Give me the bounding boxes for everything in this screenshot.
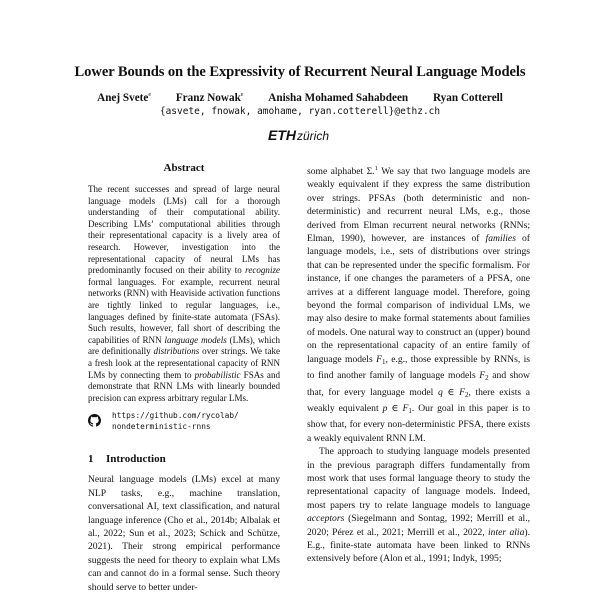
abstract-text-part: over strings. We take a fresh look at the representational capacity of RNN LMs by connecting them to [88, 346, 281, 380]
abstract-heading: Abstract [163, 162, 205, 174]
section-number: 1 [88, 453, 94, 466]
github-icon [88, 414, 101, 427]
abstract-emphasis: language models [164, 334, 227, 345]
author [268, 92, 408, 104]
logo-light-text: zürich [297, 129, 330, 143]
abstract-emphasis: distributions [153, 346, 200, 357]
math-subscript: 2 [485, 374, 489, 383]
math-subscript: 2 [464, 390, 469, 399]
abstract-text-part: formal languages. For example, recurrent neural networks (RNN) with Heaviside activation functions are tightly linked to regular languages, i.e., languages defined by finite-state automata (FSAs). Such results, however, fall short of describing the capabilities of RNN [88, 276, 280, 345]
math-subscript: 1 [381, 357, 386, 366]
section-title: Introduction [106, 453, 166, 466]
section-heading-introduction [88, 453, 280, 465]
body-text-part: . Our goal in this paper is to show that, for every non-deterministic PFSA, there exists a weakly equivalent RNN LM. [307, 402, 531, 444]
math-family: F [402, 402, 409, 414]
math-variable: p [382, 402, 388, 414]
author-emails: {asvete, fnowak, amohame, ryan.cotterell}@ethz.ch [159, 106, 441, 117]
math-subscript: 1 [408, 406, 412, 415]
body-text-part: We say that two language models are weakly equivalent if they express the same distribution over strings. PFSAs (both deterministic and non-deterministic) and recurrent neural LMs, e.g., those derived from Elman recurrent neural networks (RNNs; Elman, 1990), however, are instances of [307, 166, 531, 245]
body-text-part: and show that, for every language model [307, 370, 530, 398]
math-family: F [459, 386, 465, 398]
author-mark: e [148, 92, 152, 98]
github-url[interactable] [112, 411, 239, 432]
abstract-text-part: The recent successes and spread of large neural language models (LMs) call for a thorough understanding of their computational ability. Describing LMs’ computational abilities through their representational capacity is a lively area of research. However, investigation into the representational capacity of neural LMs has predominantly focused on their ability to [88, 184, 280, 276]
author-list [0, 92, 600, 104]
body-emphasis: acceptors [307, 513, 345, 525]
body-emphasis: inter alia [488, 526, 525, 538]
body-text-part: of language models, i.e., sets of distributions over strings that can be represented under the specific formalism. For instance, if one changes the parameters of a PFSA, one arrives at a different language model. Therefore, going beyond the formal comparison of individual LMs, we may also desire to make formal statements about families of models. One natural way to construct an (upper) bound on the representational capacity of an entire family of language models [307, 233, 530, 365]
github-url-line: nondeterministic-rnns [112, 421, 211, 431]
author-name: Anisha Mohamed Sahabdeen [268, 92, 409, 104]
eth-zurich-logo [268, 126, 332, 144]
math-family: F [376, 353, 382, 365]
body-text-part: , e.g., those expressible by RNNs, is to find another family of language models [307, 353, 530, 382]
github-url-line: https://github.com/rycolab/ [112, 411, 239, 421]
body-text-part: The approach to studying language models presented in the previous paragraph differs fundamentally from most work that uses formal language theory to study the representational capacity of language models. Indeed, most papers try to relate language models to language [307, 446, 530, 511]
paper-title: Lower Bounds on the Expressivity of Recurrent Neural Language Models [74, 64, 526, 80]
abstract-emphasis: probabilistic [194, 369, 241, 380]
body-paragraph [307, 162, 530, 445]
body-text-part: ∈ [387, 402, 403, 414]
abstract-emphasis: recognize [245, 265, 280, 276]
body-paragraph [307, 445, 530, 566]
body-text-part: (Siegelmann and Sontag, 1992; Merrill et al., 2020; Pérez et al., 2021; Merrill et al., 2022, [307, 513, 530, 538]
logo-bold-text: ETH [268, 127, 296, 143]
author [97, 92, 151, 104]
github-link[interactable] [88, 411, 280, 435]
body-text-part: ∈ [442, 386, 460, 398]
abstract-text-part: FSAs and demonstrate that RNN LMs with linearly bounded precision can express arbitrary regular LMs. [88, 369, 280, 403]
author-name: Ryan Cotterell [432, 92, 503, 104]
right-column [307, 162, 530, 566]
abstract-text-part: (LMs), which are definitionally [88, 334, 281, 357]
footnote-marker: 1 [374, 165, 378, 172]
author-name: Anej Svete [97, 92, 149, 104]
introduction-paragraph: Neural language models (LMs) excel at many NLP tasks, e.g., machine translation, conversational AI, text classification, and natural language inference (Cho et al., 2014b; Albalak et al., 2022; Sun et al., 2023; Schick and Schütze, 2021). Their strong empirical performance suggests the need for theory to explain what LMs can and cannot do in a formal sense. Such theory should serve to better under- [88, 474, 280, 593]
left-column [88, 162, 280, 594]
body-text-part: ). E.g., finite-state automata have been linked to RNNs extensively before (Alon et al., 1991; Indyk, 1995; [307, 526, 530, 565]
math-family: F [479, 370, 486, 382]
body-text-part: some alphabet Σ. [307, 166, 375, 177]
abstract-text [88, 184, 280, 404]
author-mark: e [240, 92, 244, 98]
body-text-part: , there exists a weakly equivalent [307, 386, 530, 414]
author [433, 92, 503, 104]
author [176, 92, 244, 104]
author-name: Franz Nowak [175, 92, 241, 104]
math-variable: q [437, 386, 443, 398]
body-emphasis: families [485, 233, 516, 245]
